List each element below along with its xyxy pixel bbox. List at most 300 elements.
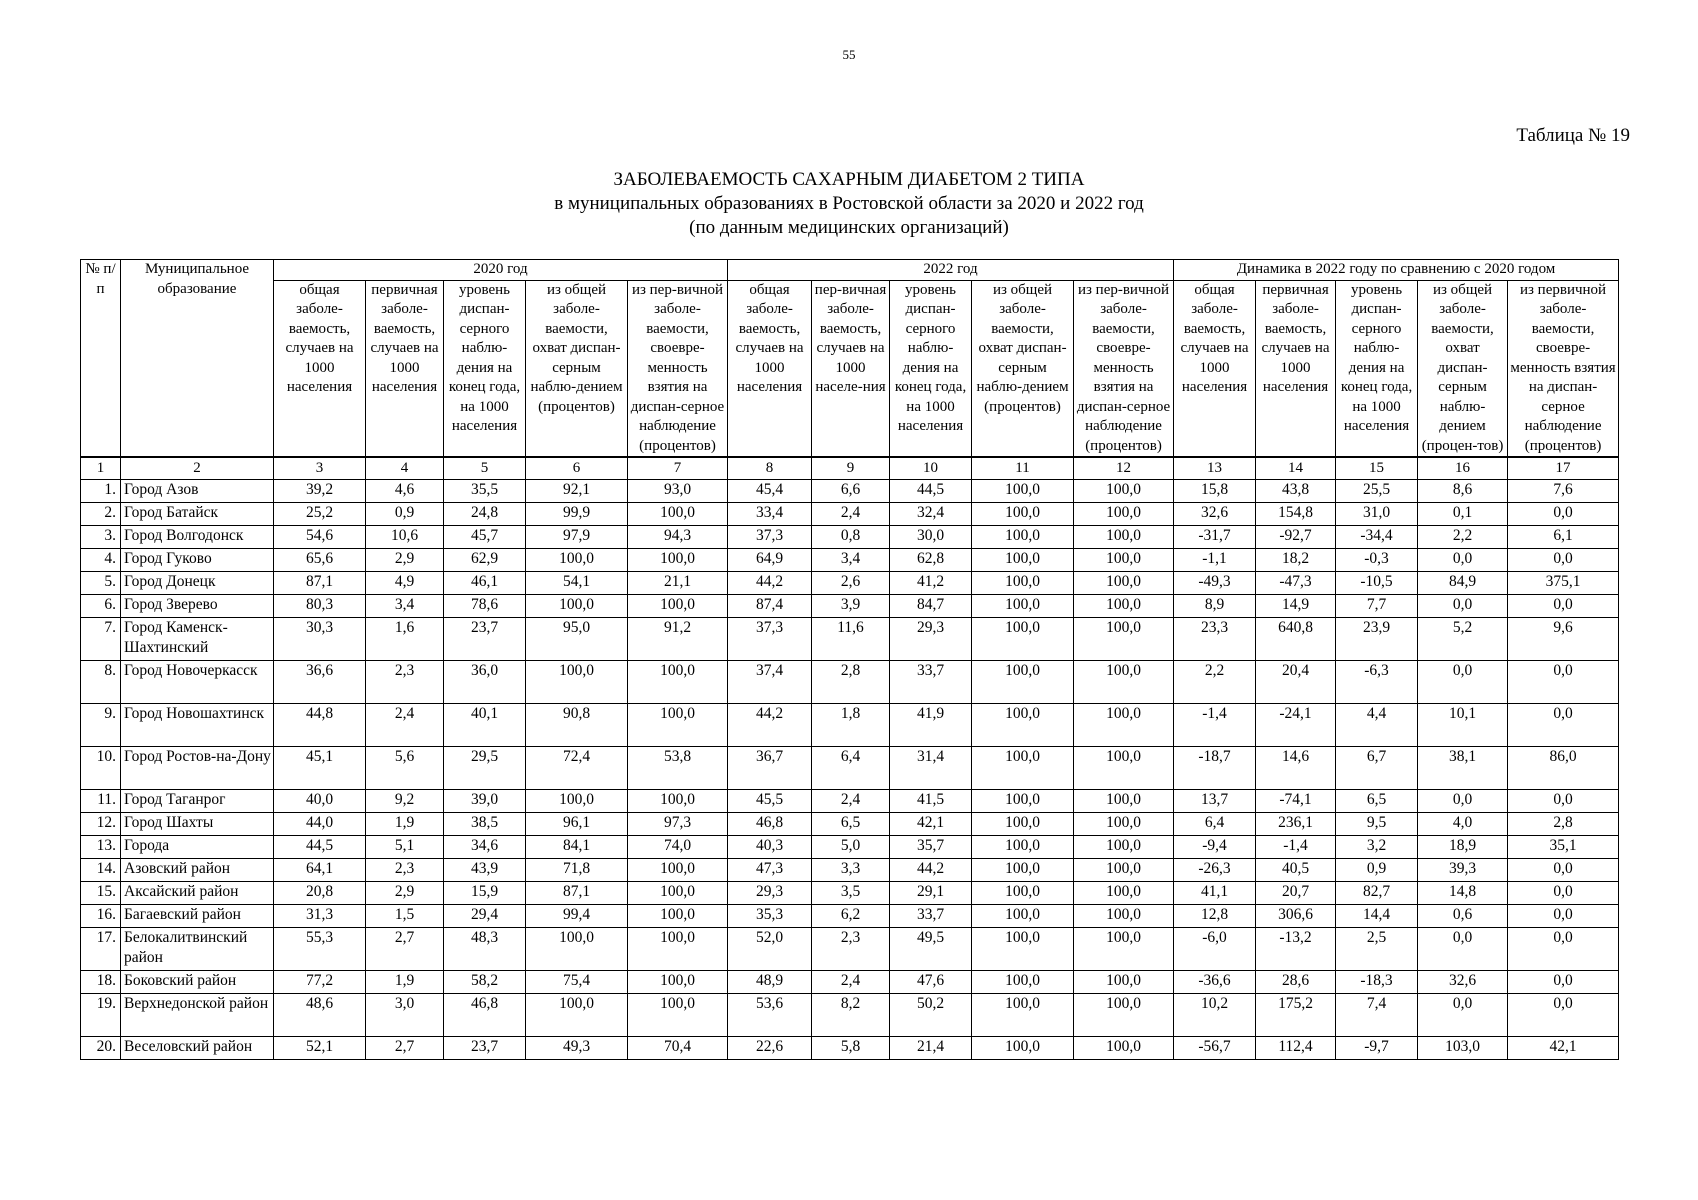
column-number: 10 bbox=[890, 457, 972, 480]
value-cell: 0,0 bbox=[1508, 661, 1619, 704]
value-cell: 33,7 bbox=[890, 905, 972, 928]
value-cell: 640,8 bbox=[1256, 618, 1336, 661]
value-cell: 100,0 bbox=[1074, 549, 1174, 572]
value-cell: 100,0 bbox=[972, 994, 1074, 1037]
value-cell: -92,7 bbox=[1256, 526, 1336, 549]
value-cell: 36,0 bbox=[444, 661, 526, 704]
column-number: 7 bbox=[628, 457, 728, 480]
value-cell: 32,4 bbox=[890, 503, 972, 526]
value-cell: -9,4 bbox=[1174, 836, 1256, 859]
value-cell: 100,0 bbox=[628, 971, 728, 994]
table-row bbox=[81, 971, 1619, 994]
row-number: 20. bbox=[81, 1037, 121, 1060]
value-cell: 9,2 bbox=[366, 790, 444, 813]
value-cell: 100,0 bbox=[972, 704, 1074, 747]
value-cell: 0,0 bbox=[1508, 595, 1619, 618]
table-row bbox=[81, 905, 1619, 928]
value-cell: 0,0 bbox=[1418, 549, 1508, 572]
column-number: 8 bbox=[728, 457, 812, 480]
value-cell: 100,0 bbox=[972, 813, 1074, 836]
value-cell: 87,4 bbox=[728, 595, 812, 618]
value-cell: 100,0 bbox=[1074, 971, 1174, 994]
header-sub: из пер-вичной заболе-ваемости, своевре-менность взятия на диспан-серное наблюдение (процентов) bbox=[628, 280, 728, 457]
value-cell: 54,6 bbox=[274, 526, 366, 549]
value-cell: 100,0 bbox=[1074, 480, 1174, 503]
column-number: 14 bbox=[1256, 457, 1336, 480]
value-cell: 25,5 bbox=[1336, 480, 1418, 503]
municipality-name: Город Зверево bbox=[121, 595, 274, 618]
value-cell: 6,2 bbox=[812, 905, 890, 928]
row-number: 3. bbox=[81, 526, 121, 549]
value-cell: 12,8 bbox=[1174, 905, 1256, 928]
value-cell: 0,0 bbox=[1508, 905, 1619, 928]
value-cell: 6,5 bbox=[1336, 790, 1418, 813]
value-cell: -6,3 bbox=[1336, 661, 1418, 704]
table-row bbox=[81, 480, 1619, 503]
value-cell: 31,4 bbox=[890, 747, 972, 790]
row-number: 11. bbox=[81, 790, 121, 813]
value-cell: 100,0 bbox=[628, 859, 728, 882]
header-sub: общая заболе-ваемость, случаев на 1000 населения bbox=[274, 280, 366, 457]
value-cell: 100,0 bbox=[526, 928, 628, 971]
value-cell: 65,6 bbox=[274, 549, 366, 572]
value-cell: 100,0 bbox=[628, 704, 728, 747]
value-cell: 100,0 bbox=[628, 790, 728, 813]
value-cell: 100,0 bbox=[1074, 747, 1174, 790]
table-body bbox=[81, 480, 1619, 1060]
value-cell: 0,0 bbox=[1418, 595, 1508, 618]
value-cell: 38,1 bbox=[1418, 747, 1508, 790]
table-label: Таблица № 19 bbox=[1516, 125, 1630, 146]
header-sub: первичная заболе-ваемость, случаев на 1000 населения bbox=[366, 280, 444, 457]
table-row bbox=[81, 526, 1619, 549]
value-cell: 23,7 bbox=[444, 618, 526, 661]
value-cell: 1,9 bbox=[366, 971, 444, 994]
value-cell: 100,0 bbox=[972, 595, 1074, 618]
table-row bbox=[81, 704, 1619, 747]
row-number: 2. bbox=[81, 503, 121, 526]
value-cell: 100,0 bbox=[972, 549, 1074, 572]
header-group-2020: 2020 год bbox=[274, 260, 728, 281]
value-cell: 29,3 bbox=[728, 882, 812, 905]
value-cell: 10,2 bbox=[1174, 994, 1256, 1037]
value-cell: 32,6 bbox=[1174, 503, 1256, 526]
value-cell: 236,1 bbox=[1256, 813, 1336, 836]
value-cell: 6,4 bbox=[812, 747, 890, 790]
value-cell: 4,0 bbox=[1418, 813, 1508, 836]
value-cell: 29,4 bbox=[444, 905, 526, 928]
value-cell: 4,6 bbox=[366, 480, 444, 503]
value-cell: 84,7 bbox=[890, 595, 972, 618]
value-cell: 4,4 bbox=[1336, 704, 1418, 747]
value-cell: 100,0 bbox=[628, 905, 728, 928]
value-cell: 39,3 bbox=[1418, 859, 1508, 882]
value-cell: 306,6 bbox=[1256, 905, 1336, 928]
table-row bbox=[81, 595, 1619, 618]
header-sub: из первичной заболе-ваемости, своевре-менность взятия на диспан-серное наблюдение (процентов) bbox=[1508, 280, 1619, 457]
value-cell: 45,4 bbox=[728, 480, 812, 503]
value-cell: 100,0 bbox=[526, 661, 628, 704]
value-cell: -10,5 bbox=[1336, 572, 1418, 595]
value-cell: -74,1 bbox=[1256, 790, 1336, 813]
value-cell: 0,0 bbox=[1418, 928, 1508, 971]
value-cell: 40,0 bbox=[274, 790, 366, 813]
value-cell: 80,3 bbox=[274, 595, 366, 618]
header-sub: общая заболе-ваемость, случаев на 1000 населения bbox=[728, 280, 812, 457]
value-cell: 37,3 bbox=[728, 526, 812, 549]
value-cell: 21,1 bbox=[628, 572, 728, 595]
value-cell: 11,6 bbox=[812, 618, 890, 661]
value-cell: 64,1 bbox=[274, 859, 366, 882]
value-cell: 100,0 bbox=[628, 661, 728, 704]
municipality-name: Город Новошахтинск bbox=[121, 704, 274, 747]
header-sub: из общей заболе-ваемости, охват диспан-серным наблю-дением (процен-тов) bbox=[1418, 280, 1508, 457]
value-cell: -6,0 bbox=[1174, 928, 1256, 971]
value-cell: 91,2 bbox=[628, 618, 728, 661]
value-cell: -18,7 bbox=[1174, 747, 1256, 790]
value-cell: 41,1 bbox=[1174, 882, 1256, 905]
table-title bbox=[0, 168, 1698, 240]
value-cell: 53,8 bbox=[628, 747, 728, 790]
value-cell: 0,0 bbox=[1418, 994, 1508, 1037]
municipality-name: Азовский район bbox=[121, 859, 274, 882]
value-cell: 42,1 bbox=[890, 813, 972, 836]
header-sub-row bbox=[81, 280, 1619, 457]
municipality-name: Веселовский район bbox=[121, 1037, 274, 1060]
value-cell: 44,8 bbox=[274, 704, 366, 747]
value-cell: 14,9 bbox=[1256, 595, 1336, 618]
column-number: 9 bbox=[812, 457, 890, 480]
value-cell: 47,6 bbox=[890, 971, 972, 994]
municipality-name: Город Таганрог bbox=[121, 790, 274, 813]
value-cell: -36,6 bbox=[1174, 971, 1256, 994]
value-cell: 5,0 bbox=[812, 836, 890, 859]
value-cell: 103,0 bbox=[1418, 1037, 1508, 1060]
value-cell: 3,2 bbox=[1336, 836, 1418, 859]
table-row bbox=[81, 994, 1619, 1037]
value-cell: 0,0 bbox=[1508, 549, 1619, 572]
value-cell: 0,8 bbox=[812, 526, 890, 549]
value-cell: 18,9 bbox=[1418, 836, 1508, 859]
value-cell: 0,0 bbox=[1508, 503, 1619, 526]
value-cell: 3,4 bbox=[366, 595, 444, 618]
value-cell: 9,6 bbox=[1508, 618, 1619, 661]
value-cell: 100,0 bbox=[1074, 526, 1174, 549]
value-cell: 0,0 bbox=[1508, 971, 1619, 994]
row-number: 12. bbox=[81, 813, 121, 836]
row-number: 19. bbox=[81, 994, 121, 1037]
value-cell: 10,1 bbox=[1418, 704, 1508, 747]
value-cell: 100,0 bbox=[1074, 859, 1174, 882]
value-cell: 34,6 bbox=[444, 836, 526, 859]
header-num: № п/п bbox=[81, 260, 121, 458]
municipality-name: Город Донецк bbox=[121, 572, 274, 595]
value-cell: 100,0 bbox=[1074, 836, 1174, 859]
row-number: 4. bbox=[81, 549, 121, 572]
value-cell: 53,6 bbox=[728, 994, 812, 1037]
value-cell: 24,8 bbox=[444, 503, 526, 526]
value-cell: 0,0 bbox=[1418, 661, 1508, 704]
value-cell: 37,3 bbox=[728, 618, 812, 661]
column-number: 2 bbox=[121, 457, 274, 480]
value-cell: 72,4 bbox=[526, 747, 628, 790]
value-cell: 93,0 bbox=[628, 480, 728, 503]
value-cell: 48,9 bbox=[728, 971, 812, 994]
value-cell: 36,7 bbox=[728, 747, 812, 790]
value-cell: 23,3 bbox=[1174, 618, 1256, 661]
value-cell: 20,4 bbox=[1256, 661, 1336, 704]
value-cell: 100,0 bbox=[1074, 928, 1174, 971]
column-number: 1 bbox=[81, 457, 121, 480]
value-cell: 44,5 bbox=[274, 836, 366, 859]
municipality-name: Город Каменск-Шахтинский bbox=[121, 618, 274, 661]
title-line-3: (по данным медицинских организаций) bbox=[689, 217, 1009, 238]
column-number: 12 bbox=[1074, 457, 1174, 480]
value-cell: 33,7 bbox=[890, 661, 972, 704]
table-row bbox=[81, 661, 1619, 704]
value-cell: 100,0 bbox=[1074, 813, 1174, 836]
value-cell: 18,2 bbox=[1256, 549, 1336, 572]
value-cell: 100,0 bbox=[628, 549, 728, 572]
value-cell: 82,7 bbox=[1336, 882, 1418, 905]
value-cell: 29,5 bbox=[444, 747, 526, 790]
municipality-name: Верхнедонской район bbox=[121, 994, 274, 1037]
value-cell: 84,1 bbox=[526, 836, 628, 859]
value-cell: 7,6 bbox=[1508, 480, 1619, 503]
table-row bbox=[81, 572, 1619, 595]
value-cell: 0,0 bbox=[1508, 882, 1619, 905]
value-cell: -9,7 bbox=[1336, 1037, 1418, 1060]
value-cell: 9,5 bbox=[1336, 813, 1418, 836]
value-cell: -1,4 bbox=[1256, 836, 1336, 859]
value-cell: 74,0 bbox=[628, 836, 728, 859]
value-cell: 54,1 bbox=[526, 572, 628, 595]
value-cell: 6,5 bbox=[812, 813, 890, 836]
value-cell: 10,6 bbox=[366, 526, 444, 549]
value-cell: 3,3 bbox=[812, 859, 890, 882]
value-cell: 2,4 bbox=[812, 503, 890, 526]
value-cell: 90,8 bbox=[526, 704, 628, 747]
column-number: 3 bbox=[274, 457, 366, 480]
value-cell: 40,5 bbox=[1256, 859, 1336, 882]
value-cell: 92,1 bbox=[526, 480, 628, 503]
value-cell: 35,7 bbox=[890, 836, 972, 859]
value-cell: 40,1 bbox=[444, 704, 526, 747]
value-cell: 100,0 bbox=[526, 595, 628, 618]
value-cell: 21,4 bbox=[890, 1037, 972, 1060]
value-cell: 100,0 bbox=[972, 928, 1074, 971]
value-cell: 44,2 bbox=[728, 704, 812, 747]
value-cell: 14,8 bbox=[1418, 882, 1508, 905]
row-number: 1. bbox=[81, 480, 121, 503]
value-cell: 2,3 bbox=[366, 661, 444, 704]
value-cell: 99,4 bbox=[526, 905, 628, 928]
value-cell: 22,6 bbox=[728, 1037, 812, 1060]
value-cell: 8,9 bbox=[1174, 595, 1256, 618]
value-cell: 43,8 bbox=[1256, 480, 1336, 503]
value-cell: 36,6 bbox=[274, 661, 366, 704]
header-sub: уровень диспан-серного наблю-дения на конец года, на 1000 населения bbox=[444, 280, 526, 457]
value-cell: 95,0 bbox=[526, 618, 628, 661]
header-sub: первичная заболе-ваемость, случаев на 1000 населения bbox=[1256, 280, 1336, 457]
value-cell: 8,6 bbox=[1418, 480, 1508, 503]
value-cell: 6,6 bbox=[812, 480, 890, 503]
value-cell: 100,0 bbox=[1074, 1037, 1174, 1060]
value-cell: 2,7 bbox=[366, 1037, 444, 1060]
value-cell: 94,3 bbox=[628, 526, 728, 549]
value-cell: 45,1 bbox=[274, 747, 366, 790]
value-cell: 0,1 bbox=[1418, 503, 1508, 526]
value-cell: 35,1 bbox=[1508, 836, 1619, 859]
value-cell: 100,0 bbox=[972, 661, 1074, 704]
row-number: 5. bbox=[81, 572, 121, 595]
value-cell: 35,5 bbox=[444, 480, 526, 503]
row-number: 10. bbox=[81, 747, 121, 790]
value-cell: -34,4 bbox=[1336, 526, 1418, 549]
value-cell: 100,0 bbox=[1074, 905, 1174, 928]
value-cell: 45,5 bbox=[728, 790, 812, 813]
value-cell: 0,6 bbox=[1418, 905, 1508, 928]
value-cell: 49,5 bbox=[890, 928, 972, 971]
value-cell: 100,0 bbox=[972, 480, 1074, 503]
value-cell: 2,5 bbox=[1336, 928, 1418, 971]
header-sub: из общей заболе-ваемости, охват диспан-серным наблю-дением (процентов) bbox=[526, 280, 628, 457]
value-cell: 100,0 bbox=[972, 971, 1074, 994]
value-cell: 39,0 bbox=[444, 790, 526, 813]
municipality-name: Город Гуково bbox=[121, 549, 274, 572]
municipality-name: Город Новочеркасск bbox=[121, 661, 274, 704]
value-cell: 84,9 bbox=[1418, 572, 1508, 595]
municipality-name: Город Ростов-на-Дону bbox=[121, 747, 274, 790]
value-cell: 0,0 bbox=[1508, 994, 1619, 1037]
table-row bbox=[81, 928, 1619, 971]
value-cell: 4,9 bbox=[366, 572, 444, 595]
value-cell: 33,4 bbox=[728, 503, 812, 526]
value-cell: 100,0 bbox=[628, 503, 728, 526]
value-cell: 41,9 bbox=[890, 704, 972, 747]
value-cell: 0,0 bbox=[1508, 928, 1619, 971]
value-cell: -56,7 bbox=[1174, 1037, 1256, 1060]
value-cell: 154,8 bbox=[1256, 503, 1336, 526]
value-cell: 42,1 bbox=[1508, 1037, 1619, 1060]
row-number: 17. bbox=[81, 928, 121, 971]
value-cell: 7,4 bbox=[1336, 994, 1418, 1037]
value-cell: 28,6 bbox=[1256, 971, 1336, 994]
value-cell: 29,1 bbox=[890, 882, 972, 905]
row-number: 14. bbox=[81, 859, 121, 882]
row-number: 18. bbox=[81, 971, 121, 994]
value-cell: 52,0 bbox=[728, 928, 812, 971]
value-cell: 23,7 bbox=[444, 1037, 526, 1060]
value-cell: 46,8 bbox=[444, 994, 526, 1037]
row-number: 15. bbox=[81, 882, 121, 905]
value-cell: 100,0 bbox=[628, 994, 728, 1037]
value-cell: 62,8 bbox=[890, 549, 972, 572]
value-cell: 100,0 bbox=[1074, 661, 1174, 704]
value-cell: 70,4 bbox=[628, 1037, 728, 1060]
value-cell: 29,3 bbox=[890, 618, 972, 661]
value-cell: 2,8 bbox=[1508, 813, 1619, 836]
value-cell: 44,0 bbox=[274, 813, 366, 836]
value-cell: 2,2 bbox=[1174, 661, 1256, 704]
header-group-row bbox=[81, 260, 1619, 281]
value-cell: 32,6 bbox=[1418, 971, 1508, 994]
value-cell: 100,0 bbox=[1074, 595, 1174, 618]
header-sub: из пер-вичной заболе-ваемости, своевре-менность взятия на диспан-серное наблюдение (процентов) bbox=[1074, 280, 1174, 457]
value-cell: 6,4 bbox=[1174, 813, 1256, 836]
value-cell: 99,9 bbox=[526, 503, 628, 526]
municipality-name: Багаевский район bbox=[121, 905, 274, 928]
value-cell: 45,7 bbox=[444, 526, 526, 549]
value-cell: 46,1 bbox=[444, 572, 526, 595]
row-number: 13. bbox=[81, 836, 121, 859]
value-cell: 8,2 bbox=[812, 994, 890, 1037]
value-cell: 100,0 bbox=[1074, 882, 1174, 905]
value-cell: 52,1 bbox=[274, 1037, 366, 1060]
value-cell: 97,9 bbox=[526, 526, 628, 549]
value-cell: -24,1 bbox=[1256, 704, 1336, 747]
header-sub: общая заболе-ваемость, случаев на 1000 населения bbox=[1174, 280, 1256, 457]
value-cell: 3,9 bbox=[812, 595, 890, 618]
header-sub: из общей заболе-ваемости, охват диспан-серным наблю-дением (процентов) bbox=[972, 280, 1074, 457]
value-cell: 2,4 bbox=[812, 971, 890, 994]
value-cell: 20,8 bbox=[274, 882, 366, 905]
column-number: 16 bbox=[1418, 457, 1508, 480]
value-cell: 2,4 bbox=[366, 704, 444, 747]
value-cell: 2,9 bbox=[366, 882, 444, 905]
value-cell: 15,9 bbox=[444, 882, 526, 905]
value-cell: 1,5 bbox=[366, 905, 444, 928]
value-cell: 35,3 bbox=[728, 905, 812, 928]
row-number: 7. bbox=[81, 618, 121, 661]
value-cell: 2,2 bbox=[1418, 526, 1508, 549]
value-cell: 100,0 bbox=[972, 618, 1074, 661]
value-cell: 25,2 bbox=[274, 503, 366, 526]
table-row bbox=[81, 503, 1619, 526]
value-cell: 1,9 bbox=[366, 813, 444, 836]
value-cell: 100,0 bbox=[972, 526, 1074, 549]
value-cell: 43,9 bbox=[444, 859, 526, 882]
value-cell: 23,9 bbox=[1336, 618, 1418, 661]
data-table bbox=[80, 259, 1619, 1060]
value-cell: 77,2 bbox=[274, 971, 366, 994]
value-cell: 44,2 bbox=[728, 572, 812, 595]
value-cell: 71,8 bbox=[526, 859, 628, 882]
value-cell: 0,0 bbox=[1508, 859, 1619, 882]
value-cell: -13,2 bbox=[1256, 928, 1336, 971]
header-group-dynamics: Динамика в 2022 году по сравнению с 2020 годом bbox=[1174, 260, 1619, 281]
column-number: 15 bbox=[1336, 457, 1418, 480]
value-cell: 49,3 bbox=[526, 1037, 628, 1060]
value-cell: 6,7 bbox=[1336, 747, 1418, 790]
header-group-2022: 2022 год bbox=[728, 260, 1174, 281]
value-cell: 375,1 bbox=[1508, 572, 1619, 595]
value-cell: 0,9 bbox=[366, 503, 444, 526]
table-row bbox=[81, 790, 1619, 813]
row-number: 8. bbox=[81, 661, 121, 704]
value-cell: 100,0 bbox=[526, 994, 628, 1037]
value-cell: 100,0 bbox=[1074, 503, 1174, 526]
value-cell: 48,6 bbox=[274, 994, 366, 1037]
value-cell: 41,5 bbox=[890, 790, 972, 813]
value-cell: 0,0 bbox=[1418, 790, 1508, 813]
column-number: 11 bbox=[972, 457, 1074, 480]
column-number: 5 bbox=[444, 457, 526, 480]
value-cell: 3,0 bbox=[366, 994, 444, 1037]
value-cell: 50,2 bbox=[890, 994, 972, 1037]
value-cell: 100,0 bbox=[1074, 790, 1174, 813]
municipality-name: Аксайский район bbox=[121, 882, 274, 905]
